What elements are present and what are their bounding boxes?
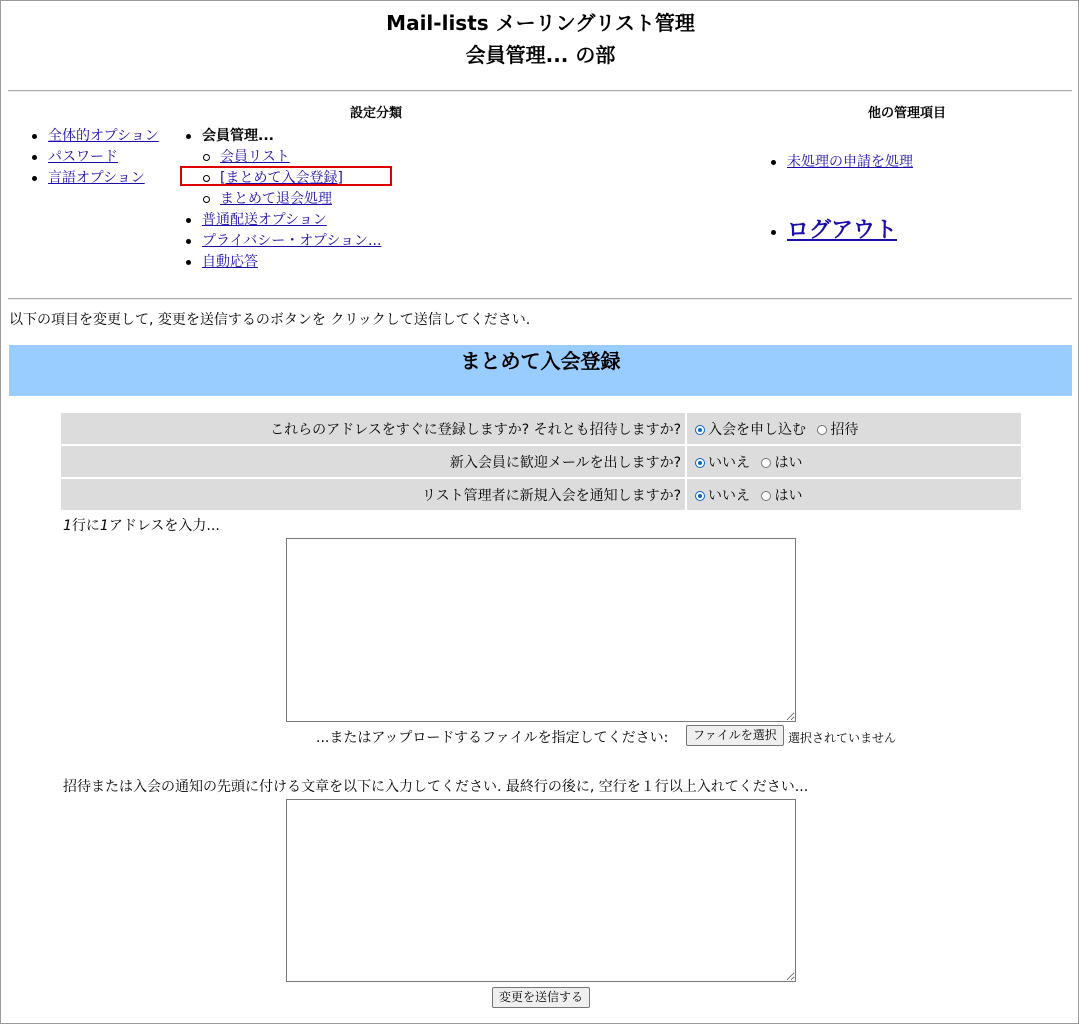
nav-link-nondigest-options[interactable]: 普通配送オプション — [202, 212, 327, 228]
nav-other — [769, 152, 913, 173]
nav-sub-item — [184, 189, 381, 210]
radio-notify-no[interactable]: いいえ — [695, 488, 750, 504]
page-title-line1: Mail-lists メーリングリスト管理 — [386, 11, 695, 35]
nav-link-mass-unsubscribe[interactable]: まとめて退会処理 — [220, 191, 332, 207]
nav-link-privacy-options[interactable]: プライバシー・オプション... — [202, 233, 382, 249]
nav-item — [769, 152, 913, 173]
addresses-label: 1行に1アドレスを入力... — [63, 518, 220, 534]
options-table — [61, 411, 1021, 512]
submit-button[interactable]: 変更を送信する — [492, 987, 590, 1008]
top-divider — [8, 90, 1072, 92]
section-title: まとめて入会登録 — [460, 349, 621, 373]
nav-divider — [8, 298, 1072, 300]
radio-welcome-no[interactable]: いいえ — [695, 455, 750, 471]
nav-item — [184, 252, 381, 273]
page-title-line2: 会員管理... の部 — [465, 43, 616, 67]
option-question: リスト管理者に新規入会を通知しますか? — [61, 479, 687, 510]
nav-link-autoreply[interactable]: 自動応答 — [202, 254, 258, 270]
option-question: これらのアドレスをすぐに登録しますか? それとも招待しますか? — [61, 413, 687, 444]
option-answers — [687, 479, 1021, 510]
nav-logout — [769, 217, 897, 245]
logout-link[interactable]: ログアウト — [787, 218, 898, 243]
radio-subscribe[interactable]: 入会を申し込む — [695, 422, 806, 438]
upload-label: ...またはアップロードするファイルを指定してください: — [316, 730, 669, 746]
nav-link-general-options[interactable]: 全体的オプション — [48, 128, 159, 144]
radio-indicator[interactable] — [761, 458, 771, 468]
instruction-text: 以下の項目を変更して, 変更を送信するのボタンを クリックして送信してください. — [9, 312, 531, 328]
page-title — [1, 7, 1079, 71]
option-question: 新入会員に歓迎メールを出しますか? — [61, 446, 687, 477]
nav-item — [184, 210, 381, 231]
nav-col2 — [184, 126, 381, 273]
radio-indicator[interactable] — [817, 425, 827, 435]
nav-item — [30, 147, 159, 168]
nav-sub-item — [184, 147, 381, 168]
categories-heading: 設定分類 — [350, 106, 403, 121]
upload-status: 選択されていません — [788, 731, 897, 745]
radio-notify-yes[interactable]: はい — [761, 488, 802, 504]
nav-link-language-options[interactable]: 言語オプション — [48, 170, 145, 186]
radio-indicator[interactable] — [695, 458, 705, 468]
nav-link-mass-subscribe[interactable]: [まとめて入会登録] — [220, 170, 343, 186]
nav-item — [184, 231, 381, 252]
option-row-notify-admin — [61, 479, 1021, 510]
section-banner — [9, 345, 1072, 396]
nav-col1 — [30, 126, 159, 189]
radio-indicator[interactable] — [695, 425, 705, 435]
option-answers — [687, 413, 1021, 444]
nav-item-membership — [184, 126, 381, 147]
nav-item — [30, 168, 159, 189]
nav-link-pending-requests[interactable]: 未処理の申請を処理 — [787, 154, 913, 170]
option-answers — [687, 446, 1021, 477]
radio-indicator[interactable] — [695, 491, 705, 501]
addresses-textarea[interactable] — [286, 538, 796, 722]
nav-item — [30, 126, 159, 147]
choose-file-button[interactable]: ファイルを選択 — [686, 725, 784, 746]
radio-invite[interactable]: 招待 — [817, 422, 858, 438]
nav-link-passwords[interactable]: パスワード — [48, 149, 118, 165]
invite-text-label: 招待または入会の通知の先頭に付ける文章を以下に入力してください. 最終行の後に, 空行を１行以上入れてください... — [63, 779, 809, 795]
nav-link-member-list[interactable]: 会員リスト — [220, 149, 290, 165]
nav-item — [769, 217, 897, 245]
option-row-subscribe-or-invite — [61, 413, 1021, 444]
other-heading: 他の管理項目 — [868, 106, 947, 121]
radio-indicator[interactable] — [761, 491, 771, 501]
nav-membership-label: 会員管理... — [202, 128, 274, 144]
radio-welcome-yes[interactable]: はい — [761, 455, 802, 471]
current-page-highlight — [180, 166, 392, 186]
invite-textarea[interactable] — [286, 799, 796, 982]
option-row-welcome-msg — [61, 446, 1021, 477]
